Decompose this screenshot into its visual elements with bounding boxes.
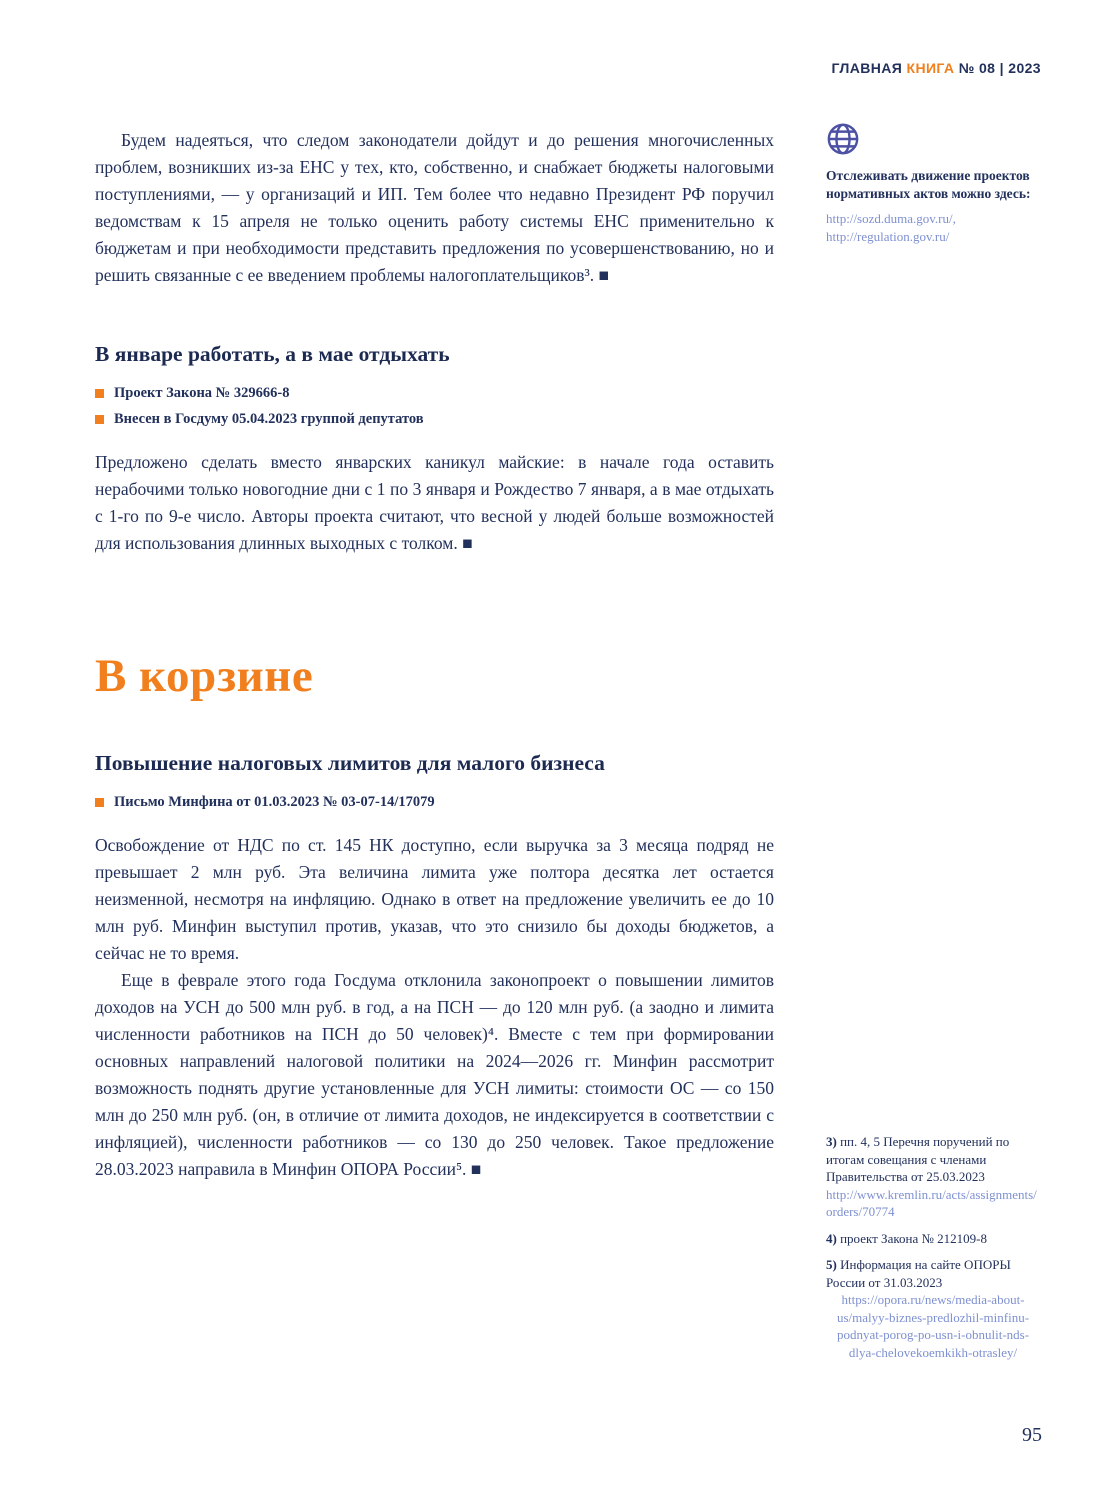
footnote-text: проект Закона № 212109-8 — [840, 1230, 987, 1246]
section-tax-limits — [95, 749, 774, 1183]
main-column — [95, 127, 774, 1183]
law-reference-item — [95, 411, 774, 428]
section-limits-paragraph-1: Освобождение от НДС по ст. 145 НК доступно, если выручка за 3 месяца подряд не превышает 2 млн руб. Эта величина лимита уже полтора десятка лет остается неизменной, несмотря на инфляцию. Однако в ответ на предложение увеличить ее до 10 млн руб. Минфин выступил против, указав, что это снизило бы доходы бюджетов, а сейчас не то время. — [95, 835, 774, 963]
note-title: Отслеживать движение проектов нормативных актов можно здесь: — [826, 168, 1031, 201]
law-reference-text: Проект Закона № 329666-8 — [114, 385, 290, 401]
bullet-square-icon — [95, 415, 104, 424]
note-links — [826, 210, 1040, 246]
footnote-number: 5) — [826, 1257, 837, 1272]
section-january-paragraph: Предложено сделать вместо январских каникул майские: в начале года оставить нерабочими только новогодние дни с 1 по 3 января и Рождество 7 января, а в мае отдыхать с 1-го по 9-е число. Авторы проекта считают, что весной у людей больше возможностей для использования длинных выходных с толком. ■ — [95, 452, 774, 553]
rubric-title-basket: В корзине — [95, 650, 314, 702]
footnote-link-kremlin[interactable]: http://www.kremlin.ru/acts/assignments/orders/70774 — [826, 1186, 1037, 1219]
footnote-link-opora[interactable]: https://opora.ru/news/media-about-us/malyy-biznes-predlozhil-minfinu-podnyat-porog-po-usn-i-obnulit-nds-dlya-chelovekoemkikh-otrasley/ — [836, 1292, 1030, 1360]
page-number: 95 — [1022, 1424, 1042, 1446]
section-january-holidays — [95, 340, 774, 557]
issue-number: № 08 | 2023 — [958, 60, 1041, 76]
footnote-5 — [826, 1256, 1040, 1361]
footnote-3 — [826, 1133, 1040, 1221]
law-reference-item — [95, 794, 774, 811]
globe-icon — [826, 122, 860, 156]
link-sozd-duma[interactable]: http://sozd.duma.gov.ru/, — [826, 211, 956, 226]
law-reference-list — [95, 385, 774, 428]
section-title-limits: Повышение налоговых лимитов для малого бизнеса — [95, 751, 605, 775]
page-header — [831, 60, 1041, 76]
sidebar-tracking-note — [826, 122, 1040, 246]
section-title-january: В январе работать, а в мае отдыхать — [95, 342, 450, 366]
law-reference-list — [95, 794, 774, 811]
bullet-square-icon — [95, 389, 104, 398]
footnote-text: пп. 4, 5 Перечня поручений по итогам совещания с членами Правительства от 25.03.2023 — [826, 1134, 1010, 1184]
brand-name-part1: ГЛАВНАЯ — [831, 60, 903, 76]
brand-name-part2: КНИГА — [906, 60, 955, 76]
intro-paragraph: Будем надеяться, что следом законодатели дойдут и до решения многочисленных проблем, возникших из-за ЕНС у тех, кто, собственно, и снабжает бюджеты налоговыми поступлениями, — у организаций и ИП. Тем более что недавно Президент РФ поручил ведомствам к 15 апреля не только оценить работу системы ЕНС применительно к бюджетам и при необходимости представить предложения по усовершенствованию, но и решить связанные с ее введением проблемы налогоплательщиков³. ■ — [95, 130, 774, 285]
law-reference-item — [95, 385, 774, 402]
footnote-text: Информация на сайте ОПОРЫ России от 31.03.2023 — [826, 1257, 1011, 1290]
section-limits-paragraph-2: Еще в феврале этого года Госдума отклонила законопроект о повышении лимитов доходов на УСН до 500 млн руб. в год, а на ПСН — до 120 млн руб. (а заодно и лимита численности работников на ПСН до 50 человек)⁴. Вместе с тем при формировании основных направлений налоговой политики на 2024—2026 гг. Минфин рассмотрит возможность поднять другие установленные для УСН лимиты: стоимости ОС — со 150 млн до 250 млн руб. (он, в отличие от лимита доходов, не индексируется в соответствии с инфляцией), численности работников — со 130 до 250 человек. Такое предложение 28.03.2023 направила в Минфин ОПОРА России⁵. ■ — [95, 970, 774, 1179]
footnote-number: 4) — [826, 1230, 837, 1246]
footnote-number: 3) — [826, 1134, 837, 1149]
law-reference-text: Письмо Минфина от 01.03.2023 № 03-07-14/17079 — [114, 794, 435, 810]
footnotes-block — [826, 1133, 1040, 1370]
bullet-square-icon — [95, 798, 104, 807]
footnote-4 — [826, 1230, 1040, 1248]
link-regulation-gov[interactable]: http://regulation.gov.ru/ — [826, 229, 950, 244]
law-reference-text: Внесен в Госдуму 05.04.2023 группой депутатов — [114, 411, 424, 427]
